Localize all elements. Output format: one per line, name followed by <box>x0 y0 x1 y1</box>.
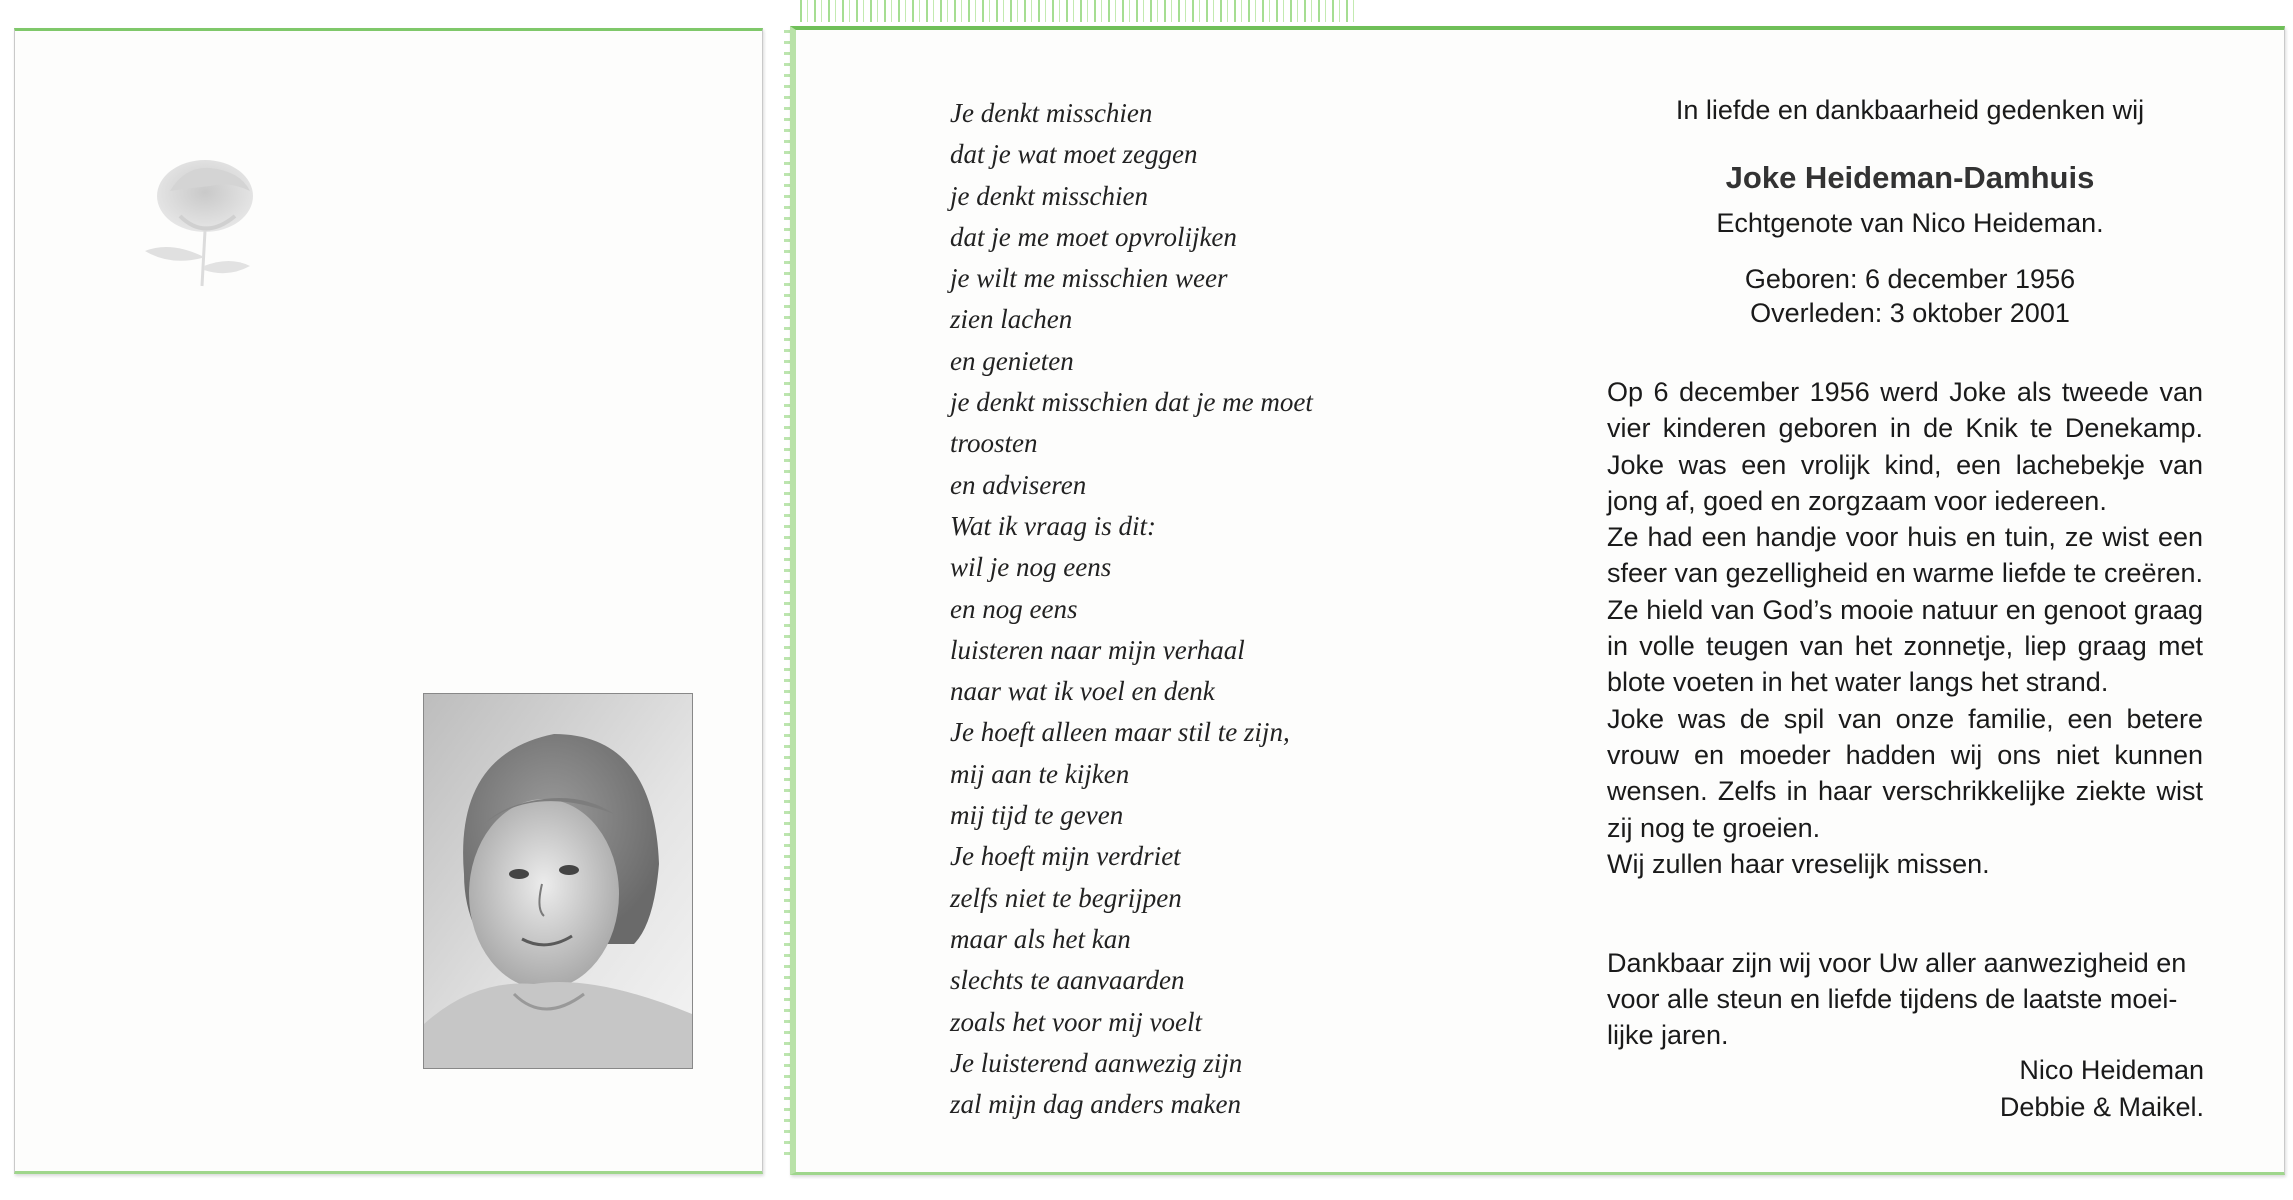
portrait-photo <box>423 693 693 1069</box>
poem-line: je denkt misschien <box>950 180 1148 211</box>
poem-line: dat je me moet opvrolijken <box>950 221 1237 252</box>
biography-paragraph: Wij zullen haar vreselijk missen. <box>1607 848 1990 879</box>
death-date: Overleden: 3 oktober 2001 <box>1750 298 2070 328</box>
poem-line: Je denkt misschien <box>950 98 1153 128</box>
deceased-name: Joke Heideman-Damhuis <box>1725 160 2095 195</box>
card-front <box>14 28 763 1174</box>
intro-text: In liefde en dankbaarheid gedenken wij <box>1675 95 2145 125</box>
poem-line: zien lachen <box>950 304 1073 335</box>
biography <box>1607 374 2203 882</box>
poem-line: en nog eens <box>950 593 1078 624</box>
poem-line: Je hoeft mijn verdriet <box>950 841 1181 872</box>
biography-paragraph: Joke was de spil van onze familie, een betere vrouw en moeder hadden wij ons niet kunnen wensen. Zelfs in haar verschrikkelijke ziekte wist zij nog te groeien. <box>1607 703 2203 843</box>
birth-date: Geboren: 6 december 1956 <box>1744 264 2076 294</box>
poem-line: mij aan te kijken <box>950 758 1130 789</box>
poem-line: en adviseren <box>950 469 1087 500</box>
signature-line: Debbie & Maikel. <box>1999 1092 2204 1122</box>
poem-line: Je luisterend aanwezig zijn <box>950 1047 1243 1078</box>
poem-line: en genieten <box>950 345 1074 376</box>
poem-line: dat je wat moet zeggen <box>950 139 1198 170</box>
poem-line: troosten <box>950 428 1038 459</box>
poem-line: zal mijn dag anders maken <box>950 1089 1241 1120</box>
poem-line: luisteren naar mijn verhaal <box>950 634 1245 665</box>
biography-paragraph: Ze had een handje voor huis en tuin, ze wist een sfeer van gezelligheid en warme liefde te creëren. Ze hield van God’s mooie natuur en genoot graag in volle teugen van het zonnetje, liep graag met blote voeten in het water langs het strand. <box>1607 522 2203 698</box>
thanks-text: Dankbaar zijn wij voor Uw aller aanwezigheid en voor alle steun en liefde tijdens de laatste moeilijke jaren. <box>1607 948 2187 1050</box>
poem-line: Je hoeft alleen maar stil te zijn, <box>950 717 1290 748</box>
poem-line: zoals het voor mij voelt <box>950 1006 1202 1037</box>
poem-line: naar wat ik voel en denk <box>950 676 1215 707</box>
poem <box>950 93 1313 1125</box>
rose-icon <box>110 146 280 296</box>
spouse-line: Echtgenote van Nico Heideman. <box>1716 208 2104 238</box>
biography-paragraph: Op 6 december 1956 werd Joke als tweede van vier kinderen geboren in de Knik te Denekamp. Joke was een vrolijk kind, een lachebekje van jong af, goed en zorgzaam voor iedereen. <box>1607 377 2203 516</box>
poem-line: Wat ik vraag is dit: <box>950 510 1156 541</box>
poem-line: wil je nog eens <box>950 552 1112 583</box>
scan-edge-marks <box>800 0 1360 22</box>
poem-line: maar als het kan <box>950 923 1131 954</box>
signature-line: Nico Heideman <box>2019 1055 2204 1085</box>
poem-line: slechts te aanvaarden <box>950 965 1185 996</box>
poem-line: je denkt misschien dat je me moet <box>950 387 1313 418</box>
poem-line: mij tijd te geven <box>950 800 1124 831</box>
poem-line: zelfs niet te begrijpen <box>950 882 1182 913</box>
poem-line: je wilt me misschien weer <box>950 263 1228 294</box>
